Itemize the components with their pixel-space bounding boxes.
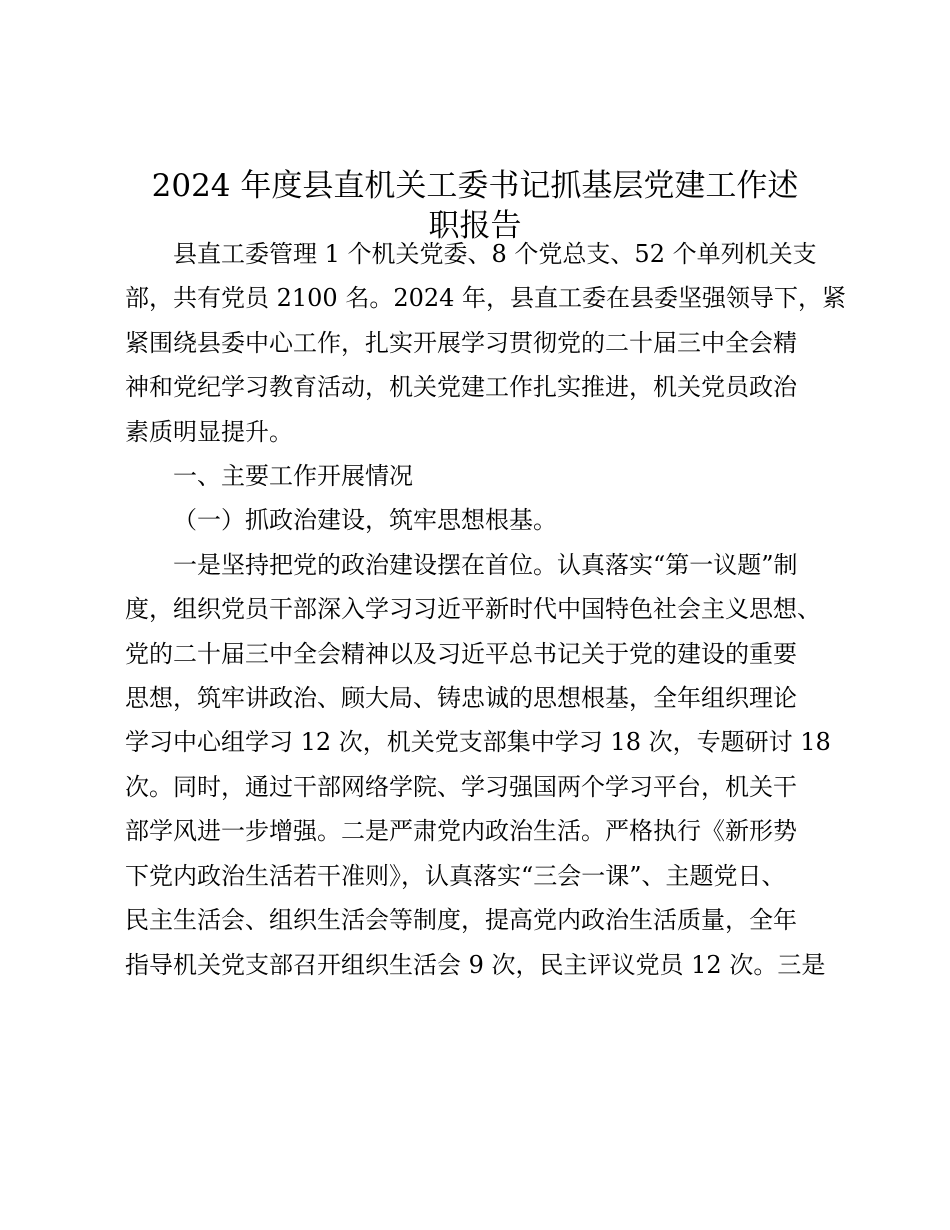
title-line-1: 2024 年度县直机关工委书记抓基层党建工作述 <box>151 168 799 204</box>
subsection-heading: （一）抓政治建设，筑牢思想根基。 <box>173 506 557 535</box>
body-line: 党的二十届三中全会精神以及习近平总书记关于党的建设的重要 <box>125 639 797 668</box>
body-line: 民主生活会、组织生活会等制度，提高党内政治生活质量，全年 <box>125 906 797 935</box>
body-line: 指导机关党支部召开组织生活会 9 次，民主评议党员 12 次。三是 <box>125 950 826 979</box>
title-line-2: 职报告 <box>428 208 522 244</box>
intro-line: 部，共有党员 2100 名。2024 年，县直工委在县委坚强领导下，紧 <box>125 284 847 313</box>
body-line: 学习中心组学习 12 次，机关党支部集中学习 18 次，专题研讨 18 <box>125 728 831 757</box>
body-line: 部学风进一步增强。二是严肃党内政治生活。严格执行《新形势 <box>125 817 797 846</box>
document-body <box>125 232 845 987</box>
body-paragraph <box>125 543 845 987</box>
intro-line: 紧围绕县委中心工作，扎实开展学习贯彻党的二十届三中全会精 <box>125 328 797 357</box>
body-line: 一是坚持把党的政治建设摆在首位。认真落实“第一议题”制 <box>173 550 798 579</box>
body-line: 下党内政治生活若干准则》，认真落实“三会一课”、主题党日、 <box>125 861 786 890</box>
intro-line: 素质明显提升。 <box>125 417 293 446</box>
section-heading: 一、主要工作开展情况 <box>173 462 413 491</box>
body-line: 度，组织党员干部深入学习习近平新时代中国特色社会主义思想、 <box>125 595 821 624</box>
body-line: 次。同时，通过干部网络学院、学习强国两个学习平台，机关干 <box>125 772 797 801</box>
intro-paragraph <box>125 232 845 454</box>
body-line: 思想，筑牢讲政治、顾大局、铸忠诚的思想根基，全年组织理论 <box>125 684 797 713</box>
intro-line: 神和党纪学习教育活动，机关党建工作扎实推进，机关党员政治 <box>125 373 797 402</box>
intro-line: 县直工委管理 1 个机关党委、8 个党总支、52 个单列机关支 <box>173 240 817 268</box>
